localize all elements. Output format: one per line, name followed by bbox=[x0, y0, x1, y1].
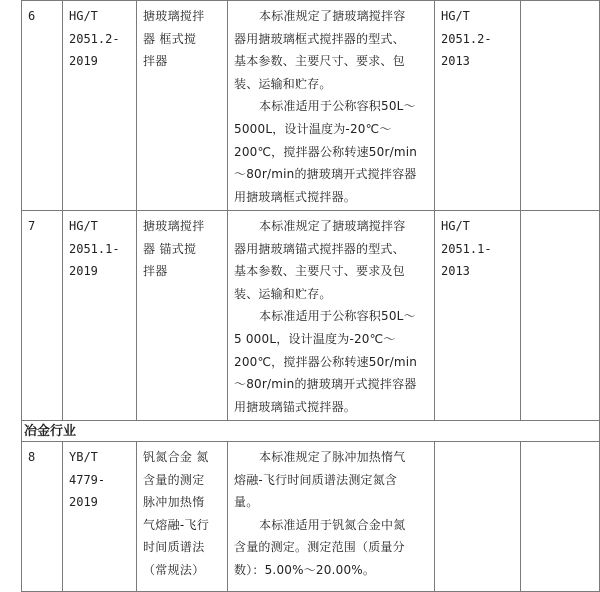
standard-description: 本标准规定了脉冲加热惰气 熔融-飞行时间质谱法测定氮含 量。 本标准适用于钒氮合金中氮 含量的测定。测定范围（质量分 数）：5.00%～20.00%。 bbox=[228, 442, 435, 592]
standards-table bbox=[21, 0, 600, 592]
standard-name: 钒氮合金 氮 含量的测定 脉冲加热惰 气熔融-飞行 时间质谱法 （常规法） bbox=[137, 442, 228, 592]
standard-name: 搪玻璃搅拌 器 锚式搅 拌器 bbox=[137, 211, 228, 421]
replaced-standard: HG/T 2051.2- 2013 bbox=[435, 1, 521, 211]
section-header-row bbox=[22, 421, 600, 442]
standard-description: 本标准规定了搪玻璃搅拌容 器用搪玻璃框式搅拌器的型式、 基本参数、主要尺寸、要求、包 装、运输和贮存。 本标准适用于公称容积50L～ 5000L，设计温度为-20℃～ 200℃，搅拌器公称转速50r/min ～80r/min的搪玻璃开式搅拌容器 用搪玻璃框式搅拌器。 bbox=[228, 1, 435, 211]
replaced-standard bbox=[435, 442, 521, 592]
table-row bbox=[22, 1, 600, 211]
row-number: 7 bbox=[22, 211, 63, 421]
replaced-standard: HG/T 2051.1- 2013 bbox=[435, 211, 521, 421]
table-row bbox=[22, 442, 600, 592]
empty-cell bbox=[521, 442, 600, 592]
standard-code: HG/T 2051.2- 2019 bbox=[63, 1, 137, 211]
standard-name: 搪玻璃搅拌 器 框式搅 拌器 bbox=[137, 1, 228, 211]
empty-cell bbox=[521, 211, 600, 421]
standard-description: 本标准规定了搪玻璃搅拌容 器用搪玻璃锚式搅拌器的型式、 基本参数、主要尺寸、要求及包 装、运输和贮存。 本标准适用于公称容积50L～ 5 000L，设计温度为-20℃～ 200℃，搅拌器公称转速50r/min ～80r/min的搪玻璃开式搅拌容器 用搪玻璃锚式搅拌器。 bbox=[228, 211, 435, 421]
row-number: 6 bbox=[22, 1, 63, 211]
empty-cell bbox=[521, 1, 600, 211]
standard-code: HG/T 2051.1- 2019 bbox=[63, 211, 137, 421]
section-title: 冶金行业 bbox=[22, 421, 600, 442]
row-number: 8 bbox=[22, 442, 63, 592]
standard-code: YB/T 4779- 2019 bbox=[63, 442, 137, 592]
table-row bbox=[22, 211, 600, 421]
